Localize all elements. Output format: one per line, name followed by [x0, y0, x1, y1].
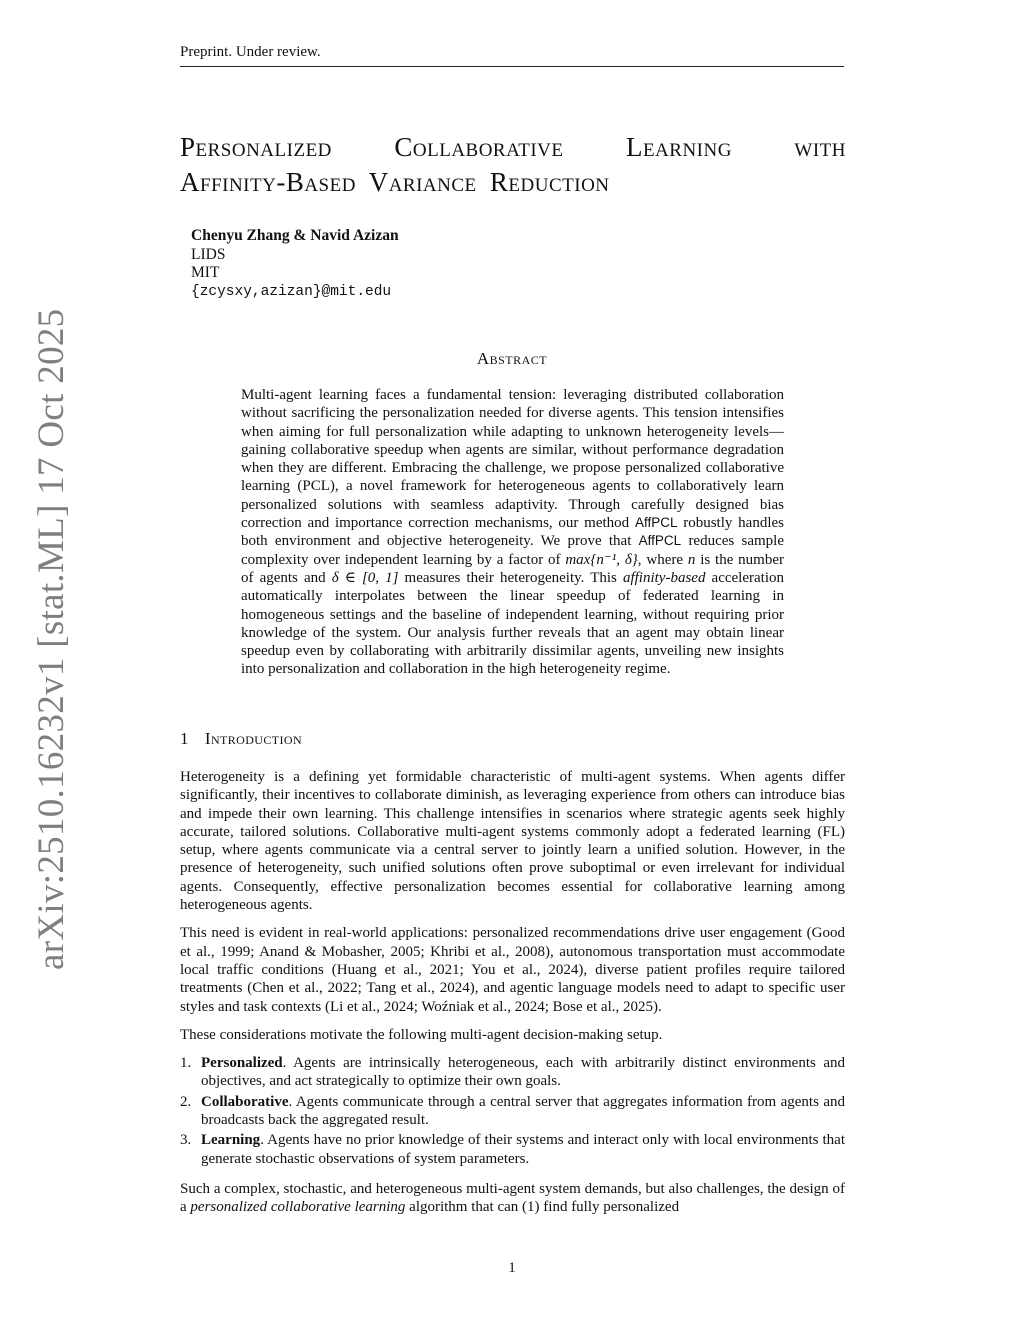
- abstract-text-part: measures their heterogeneity. This: [398, 569, 623, 586]
- title-line-2: Affinity-Based Variance Reduction: [180, 167, 610, 197]
- author-block: [191, 227, 399, 301]
- list-item: [180, 1093, 845, 1130]
- setup-list: [180, 1054, 845, 1168]
- list-marker: 1.: [180, 1055, 192, 1072]
- list-text: . Agents have no prior knowledge of their systems and interact only with local environments that generate stochastic observations of system parameters.: [201, 1132, 845, 1167]
- math-variable-n: n: [687, 551, 696, 568]
- section-title: Introduction: [204, 729, 303, 748]
- abstract-text-part: Multi-agent learning faces a fundamental tension: leveraging distributed collaboration without sacrificing the personalization needed for diverse agents. This tension intensifies when aiming for full personalization while adapting to unknown heterogeneity levels—gaining collaborative speedup when agents are similar, without performance degradation when they are different. Embracing the challenge, we propose personalized collaborative learning (PCL), a novel framework for heterogeneous agents to collaboratively learn personalized solutions with seamless adaptivity. Through carefully designed bias correction and importance correction mechanisms, our method: [241, 387, 784, 532]
- title-word: Collaborative: [394, 132, 564, 162]
- author-affiliation-institution: MIT: [191, 264, 220, 281]
- paragraph: These considerations motivate the following multi-agent decision-making setup.: [180, 1026, 663, 1043]
- list-item: [180, 1131, 845, 1168]
- emphasis-text: personalized collaborative learning: [190, 1199, 406, 1216]
- abstract-text-part: reduces sample complexity over independent learning by a factor of: [241, 533, 784, 568]
- abstract-text: [241, 386, 784, 679]
- paragraph-text: Such a complex, stochastic, and heterogeneous multi-agent system demands, but also challenges, the design of a: [180, 1180, 845, 1216]
- section-heading-introduction: [180, 728, 302, 750]
- math-delta-range: δ ∈ [0, 1]: [331, 569, 399, 586]
- affinity-term: affinity-based: [622, 569, 706, 586]
- abstract-heading: Abstract: [476, 349, 548, 368]
- paragraph-text: algorithm that can (1) find fully personalized: [405, 1199, 680, 1216]
- list-text: . Agents are intrinsically heterogeneous, each with arbitrarily distinct environments and objectives, and act strategically to optimize their own goals.: [201, 1055, 845, 1090]
- method-name: AffPCL: [638, 533, 682, 549]
- abstract-text-part: robustly handles both environment and objective heterogeneity. We prove that: [241, 515, 784, 550]
- paragraph: [180, 1180, 845, 1217]
- author-names: Chenyu Zhang & Navid Azizan: [191, 227, 399, 244]
- list-term: Learning: [201, 1132, 261, 1149]
- arxiv-stamp: arXiv:2510.16232v1 [stat.ML] 17 Oct 2025: [31, 308, 72, 970]
- abstract-text-part: , where: [637, 551, 688, 568]
- paragraph: This need is evident in real-world applications: personalized recommendations drive user engagement (Good et al., 1999; Anand & Mobasher, 2005; Khribi et al., 2008), autonomous transportation must accommodate local traffic conditions (Huang et al., 2021; You et al., 2024), diverse patient profiles require tailored treatments (Chen et al., 2022; Tang et al., 2024), and agentic language models need to adapt to specific user styles and task contexts (Li et al., 2024; Woźniak et al., 2024; Bose et al., 2025).: [180, 925, 845, 1015]
- list-item: [180, 1054, 845, 1091]
- paragraph: Heterogeneity is a defining yet formidable characteristic of multi-agent systems. When agents differ significantly, their incentives to collaborate diminish, as leveraging experience from others can introduce bias and impede their own learning. This challenge intensifies in scenarios where strategic agents seek highly accurate, tailored solutions. Collaborative multi-agent systems commonly adopt a federated learning (FL) setup, where agents communicate via a central server to jointly learn a unified solution. However, in the presence of heterogeneity, such unified solutions often prove suboptimal or even irrelevant for individual agents. Consequently, effective personalization becomes essential for collaborative learning among heterogeneous agents.: [180, 769, 845, 914]
- abstract-text-part: acceleration automatically interpolates between the linear speedup of federated learning in homogeneous settings and the baseline of independent learning, without requiring prior knowledge of the system. Our analysis further reveals that an agent may obtain linear speedup even by collaborating with arbitrarily dissimilar agents, unveiling new insights into personalization and collaboration in the high heterogeneity regime.: [241, 569, 784, 678]
- list-text: . Agents communicate through a central server that aggregates information from agents and broadcasts back the aggregated result.: [201, 1093, 845, 1129]
- list-term: Personalized: [201, 1055, 283, 1072]
- abstract-text-part: is the number of agents and: [241, 551, 784, 586]
- title-word: Personalized: [180, 132, 332, 162]
- title-word: with: [794, 132, 846, 162]
- section-number: 1: [180, 729, 189, 748]
- author-email: {zcysxy,azizan}@mit.edu: [191, 283, 392, 300]
- list-term: Collaborative: [201, 1093, 289, 1110]
- page-number: 1: [508, 1260, 516, 1276]
- introduction-body: [180, 768, 845, 1227]
- running-head: Preprint. Under review.: [180, 40, 844, 67]
- author-affiliation-lab: LIDS: [191, 245, 226, 263]
- method-name: AffPCL: [634, 515, 678, 531]
- title-word: Learning: [625, 132, 732, 162]
- list-marker: 2.: [180, 1093, 192, 1110]
- paper-title: [180, 130, 846, 200]
- math-factor: max{n⁻¹, δ}: [565, 551, 638, 568]
- list-marker: 3.: [180, 1132, 192, 1149]
- title-line-1: [180, 130, 846, 165]
